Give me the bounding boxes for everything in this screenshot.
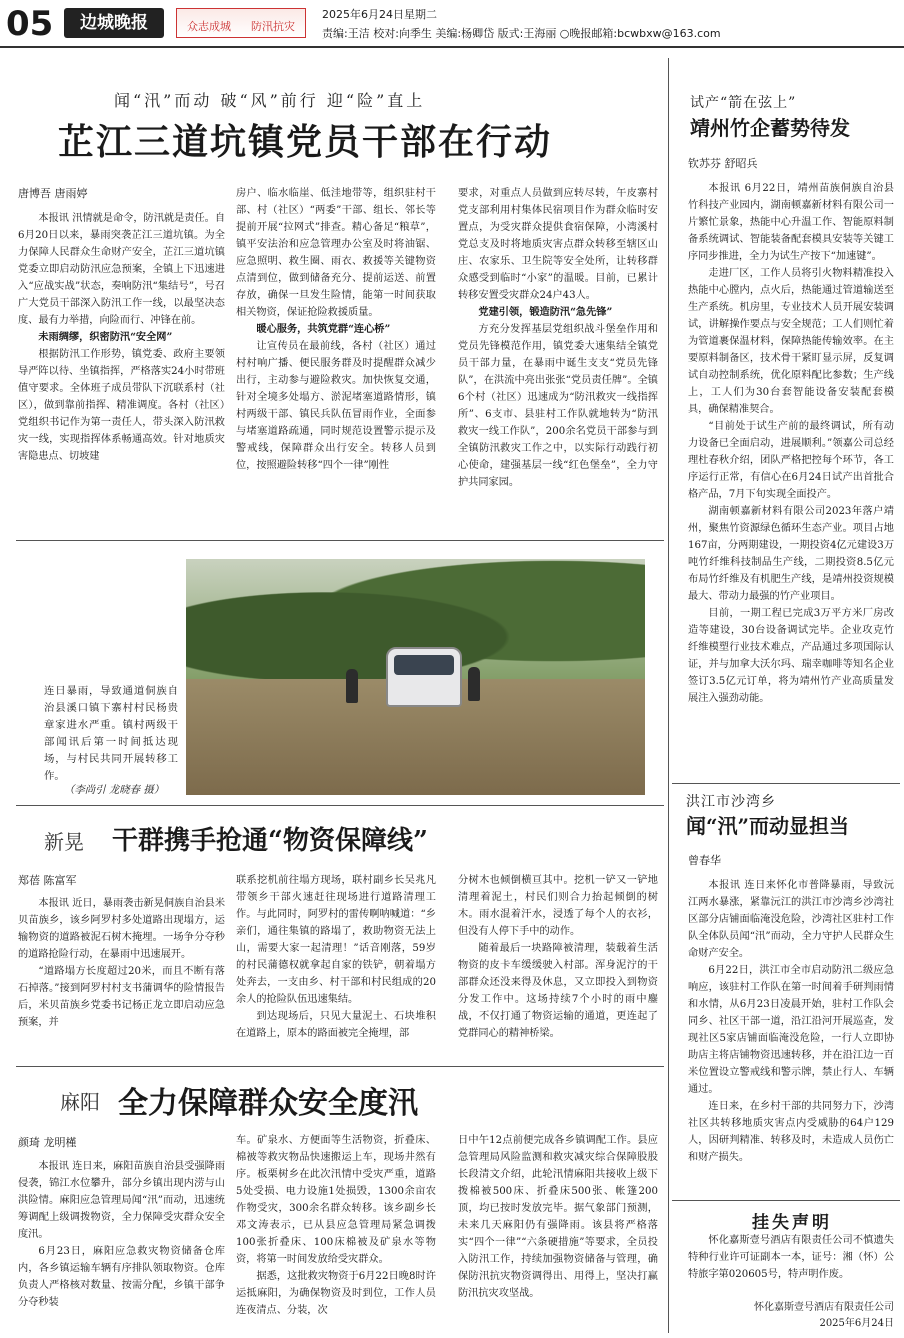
paragraph: 本报讯 连日来，麻阳苗族自治县受强降雨侵袭，锦江水位攀升，部分乡镇出现内涝与山洪险情。麻阳应急管理局闻“汛”而动，迅速统筹调配上级调拨物资，全力保障受灾群众安全度汛。 [18, 1161, 225, 1240]
paragraph: 到达现场后，只见大量泥土、石块堆积在道路上，原本的路面被完全掩埋，部 [236, 1011, 436, 1039]
notice-signature [688, 1300, 894, 1336]
article5-body [688, 877, 894, 1199]
article5-kicker: 洪江市沙湾乡 [686, 794, 776, 810]
notice-signer: 怀化嘉斯壹号酒店有限责任公司 [754, 1302, 894, 1313]
notice-date: 2025年6月24日 [819, 1318, 894, 1329]
article1-byline: 唐博吾 唐雨婷 [18, 187, 88, 200]
article2-column-1 [18, 895, 225, 1063]
divider [672, 783, 900, 784]
flood-photo [186, 559, 645, 795]
article2-column-3 [458, 872, 658, 1063]
article2-byline: 郑蓓 陈富军 [18, 874, 77, 887]
column-divider [668, 58, 669, 1333]
article5-byline: 曾春华 [688, 854, 721, 867]
article1-kicker: 闻“汛”而动 破“风”前行 迎“险”直上 [114, 91, 426, 110]
article3-column-3 [458, 1132, 658, 1334]
divider [16, 1066, 664, 1067]
van-in-floodwater [386, 647, 462, 707]
paragraph: 日中午12点前便完成各乡镇调配工作。县应急管理局风险监测和救灾减灾综合保障股股长段清文介绍，此轮汛情麻阳共接收上级下拨棉被500床、折叠床500张、帐篷200顶，均已按时发放完毕。据气象部门预测，未来几天麻阳仍有强降雨。该县将严格落实“四个一律”“六条硬措施”等要求，全员投入防汛工作，持续加强物资储备与管理，确保防汛抗灾物资调得出、用得上，坚决打赢防汛抗灾攻坚战。 [458, 1135, 658, 1299]
article3-byline: 颜琦 龙明槿 [18, 1136, 77, 1149]
page-number: 05 [6, 4, 54, 44]
article2-headline: 干群携手抢通“物资保障线” [112, 826, 428, 856]
paragraph: 目前，一期工程已完成3万平方米厂房改造等建设，30台设备调试完毕。企业攻克竹纤维模塑行业技术难点，产品通过多项国际认证，并与加拿大沃尔玛、瑞幸咖啡等知名企业签订3.5亿元订单，将为靖州竹产业高质量发展注入强劲动能。 [688, 608, 894, 704]
article3-column-1 [18, 1158, 225, 1334]
paragraph: 6月23日，麻阳应急救灾物资储备仓库内，各乡镇运输车辆有序排队领取物资。仓库负责人严格核对数量、按需分配，乡镇干部争分夺秒装 [18, 1246, 225, 1308]
divider [672, 1200, 900, 1201]
editor-credits: 责编:王洁 校对:向季生 美编:杨卿岱 版式:王海丽 ○晚报邮箱:bcwbxw@163.com [322, 27, 721, 40]
article1-column-1 [18, 210, 225, 540]
paragraph: 湖南顿嘉新材料有限公司2023年落户靖州，聚焦竹资源绿色循环生态产业。项目占地167亩，分两期建设，一期投资4亿元建设3万吨竹纤维科技制品生产线，二期投资8.5亿元布局竹纤维及有机肥生产线，是靖州投资规模最大、带动力最强的竹产业项目。 [688, 506, 894, 602]
badge-left-text: 众志成城 [187, 20, 231, 33]
paragraph: 6月22日，洪江市全市启动防汛二级应急响应，该驻村工作队在第一时间着手研判雨情和水情，从6月23日凌晨开始，驻村工作队会同乡、社区干部一道，沿江沿河开展巡查，发现社区5家店铺面临淹没危险，一行人立即协助店主将店铺物资迅速转移，并在沿江边一百米位置设立警戒线和警示牌，禁止行人、车辆通过。 [688, 965, 894, 1095]
subheading: 党建引领，锻造防汛“急先锋” [478, 306, 613, 318]
article2-place: 新晃 [44, 830, 84, 854]
article1-headline: 芷江三道坑镇党员干部在行动 [58, 122, 553, 163]
paragraph: 车。矿泉水、方便面等生活物资，折叠床、棉被等救灾物品快速搬运上车，现场井然有序。板栗树乡在此次汛情中受灾严重，道路5处受损、电力设施1处损毁，1300余亩农作物受灾，300余名群众转移。该乡副乡长邓文涛表示，已从县应急管理局紧急调拨100张折叠床、100床棉被及矿泉水等物资，将第一时间发放给受灾群众。 [236, 1135, 436, 1265]
paragraph: 连日来，在乡村干部的共同努力下，沙湾社区共转移地质灾害点内受威胁的64户129人，因研判精准、转移及时，未造成人员伤亡和财产损失。 [688, 1101, 894, 1163]
rescuer-figure [346, 669, 358, 703]
badge-right-text: 防汛抗灾 [251, 20, 295, 33]
article5-headline: 闻“汛”而动显担当 [686, 814, 850, 838]
article3-headline: 全力保障群众安全度汛 [118, 1086, 418, 1121]
divider [16, 805, 664, 806]
campaign-badge [176, 8, 306, 38]
photo-credit: （李尚引 龙晓春 摄） [64, 784, 165, 796]
paragraph: 本报讯 6月22日，靖州苗族侗族自治县竹科技产业园内，湖南顿嘉新材料有限公司一片繁忙景象，热能中心升温工作、智能原料制备系统调试、智能装备配套模具安装等关键工序同步推进，全力为试生产按下“加速键”。 [688, 183, 894, 262]
article4-byline: 钦苏芬 舒昭兵 [688, 157, 758, 170]
paragraph: 让宣传员在最前线，各村（社区）通过村村响广播、便民服务群及时提醒群众减少出行，主动参与避险救灾。加快恢复交通，针对全境多处塌方、淤泥堵塞道路情形，镇村两级干部、镇民兵队伍冒雨作业，全面参与堵塞道路疏通，同时规范设置警示提示及警戒线，保障群众出行安全。转移人员到位，按照避险转移“四个一律”刚性 [236, 341, 436, 471]
article2-column-2 [236, 872, 436, 1063]
subheading: 暖心服务，共筑党群“连心桥” [256, 323, 391, 335]
article4-body [688, 180, 894, 780]
divider [16, 540, 664, 541]
paragraph: 根据防汛工作形势，镇党委、政府主要领导严阵以待、坐镇指挥，严格落实24小时带班值守要求。全体班子成员带队下沉联系村（社区），做到靠前指挥、精准调度。各村（社区）党组织书记作为第一责任人，带头深入防汛救灾一线，实现指挥体系畅通高效。针对地质灾害隐患点、切坡建 [18, 349, 225, 462]
paragraph: “目前处于试生产前的最终调试，所有动力设备已全面启动，进展顺利。”领嘉公司总经理杜春秋介绍，团队严格把控每个环节，各工序运行正常，有信心在6月24日试产出首批合格产品，7月下旬实现全面投产。 [688, 421, 894, 500]
notice-body [688, 1232, 894, 1302]
subheading: 未雨绸缪，织密防汛“安全网” [38, 331, 173, 343]
paragraph: 本报讯 汛情就是命令，防汛就是责任。自6月20日以来，暴雨突袭芷江三道坑镇。为全力保障人民群众生命财产安全，芷江三道坑镇党委立即启动防汛应急预案，全镇上下迅速进入“应战实战”状态，奏响防汛“集结号”，号召广大党员干部深入防汛工作一线，以最坚决态度、最有力举措，向险而行、冲锋在前。 [18, 213, 225, 326]
paragraph: 据悉，这批救灾物资于6月22日晚8时许运抵麻阳，为确保物资及时到位，工作人员连夜清点、分装，次 [236, 1271, 436, 1316]
paragraph: 本报讯 近日，暴雨袭击新晃侗族自治县米贝苗族乡，该乡阿罗村多处道路出现塌方，运输物资的道路被泥石树木掩埋。一场争分夺秒的道路抢险行动，在暴雨中迅速展开。 [18, 898, 225, 960]
issue-date: 2025年6月24日星期二 [322, 8, 437, 21]
photo-caption: 连日暴雨，导致通道侗族自治县溪口镇下寨村村民杨贵章家进水严重。镇村两级干部闻讯后第一时间抵达现场，与村民共同开展转移工作。 [44, 685, 178, 782]
paragraph: “道路塌方长度超过20米，而且不断有落石掉落。”接到阿罗村村支书蒲调华的险情报告后，米贝苗族乡党委书记杨正龙立即启动应急预案，并 [18, 966, 225, 1028]
notice-text: 怀化嘉斯壹号酒店有限责任公司不慎遗失特种行业许可证副本一本，证号：湘（怀）公特旅字第020605号，特声明作废。 [688, 1235, 894, 1280]
article1-column-2 [236, 185, 436, 540]
paragraph: 房户、临水临崖、低洼地带等，组织驻村干部、村（社区）“两委”干部、组长、邻长等提前开展“拉网式”排查。精心备足“粮草”，镇平安法治和应急管理办公室及时将油锯、应急照明、救生圈、雨衣、救援等关键物资点清到位，做到储备充分、提前运送、前置存放，确保一旦发生险情，能第一时间获取相关物资，保证抢险救援质量。 [236, 188, 436, 318]
page-header [0, 0, 904, 48]
article1-column-3 [458, 185, 658, 540]
article3-place: 麻阳 [60, 1090, 100, 1114]
paper-logo: 边城晚报 [64, 8, 164, 38]
notice-title: 挂失声明 [752, 1213, 832, 1233]
rescuer-figure [468, 667, 480, 701]
paragraph: 方充分发挥基层党组织战斗堡垒作用和党员先锋模范作用，镇党委大速集结全镇党员干部力量，在暴雨中诞生支支“党员先锋队”，在洪流中亮出张张“党员责任牌”。全镇6个村（社区）迅速成为“防汛救灾一线指挥所”、6支市、县驻村工作队就地转为“防汛救灾一线工作队”，200余名党员干部参与到全镇防汛救灾工作之中，以实际行动践行初心使命，建强基层一线“红色堡垒”，全力守护共同家园。 [458, 324, 658, 488]
paragraph: 联系挖机前往塌方现场，联村副乡长吴兆凡带领乡干部火速赶往现场进行道路清理工作。与此同时，阿罗村的雷传啊呐喊道：“乡亲们，通往集镇的路塌了，救助物资无法上山，需要大家一起清理！”话音刚落，59岁的村民蒲德权就拿起自家的铁铲，朝着塌方处奔去，一支由乡、村干部和村民组成的20余人的抢险队伍迅速集结。 [236, 875, 436, 1005]
article4-headline: 靖州竹企蓄势待发 [690, 116, 850, 140]
paragraph: 本报讯 连日来怀化市普降暴雨，导致沅江两水暴涨，紧靠沅江的洪江市沙湾乡沙湾社区部分店铺面临淹没危险，沙湾社区驻村工作队全体队员闻“汛”而动，全力守护人民群众生命财产安全。 [688, 880, 894, 959]
paragraph: 分树木也倾倒横亘其中。挖机一铲又一铲地清理着泥土，村民们则合力抬起倾倒的树木。雨水混着汗水，浸透了每个人的衣衫，但没有人停下手中的动作。 [458, 875, 658, 937]
article4-kicker: 试产“箭在弦上” [690, 95, 797, 111]
paragraph: 要求，对重点人员做到应转尽转，午皮寨村党支部利用村集体民宿项目作为群众临时安置点，为受灾群众提供食宿保障，小湾溪村党总支及时将地质灾害点群众转移至辖区山庄、农家乐、卫生院等安全处所，让转移群众感受到临时“小家”的温暖。目前，已累计转移安置受灾群众24户43人。 [458, 188, 658, 301]
paragraph: 走进厂区，工作人员将引火物料精准投入热能中心膛内，点火后，热能通过管道输送至生产系统。机房里，专业技术人员开展安装调试，讲解操作要点与安全规范；工人们则忙着为管道裹保温材料，保障热能传输效率。在主要原料制备区，技术骨干紧盯显示屏，反复调试自动控制系统，优化原料配比参数；生产线上，工人们为30台套智能设备安装配套模具，确保精准契合。 [688, 268, 894, 415]
article3-column-2 [236, 1132, 436, 1334]
paragraph: 随着最后一块路障被清理，装载着生活物资的皮卡车缓缓驶入村部。浑身泥泞的干部群众还没来得及休息，又立即投入到物资分发工作中。这场持续7个小时的雨中鏖战，不仅打通了物资运输的通道，更连起了党群同心的精神桥梁。 [458, 943, 658, 1039]
